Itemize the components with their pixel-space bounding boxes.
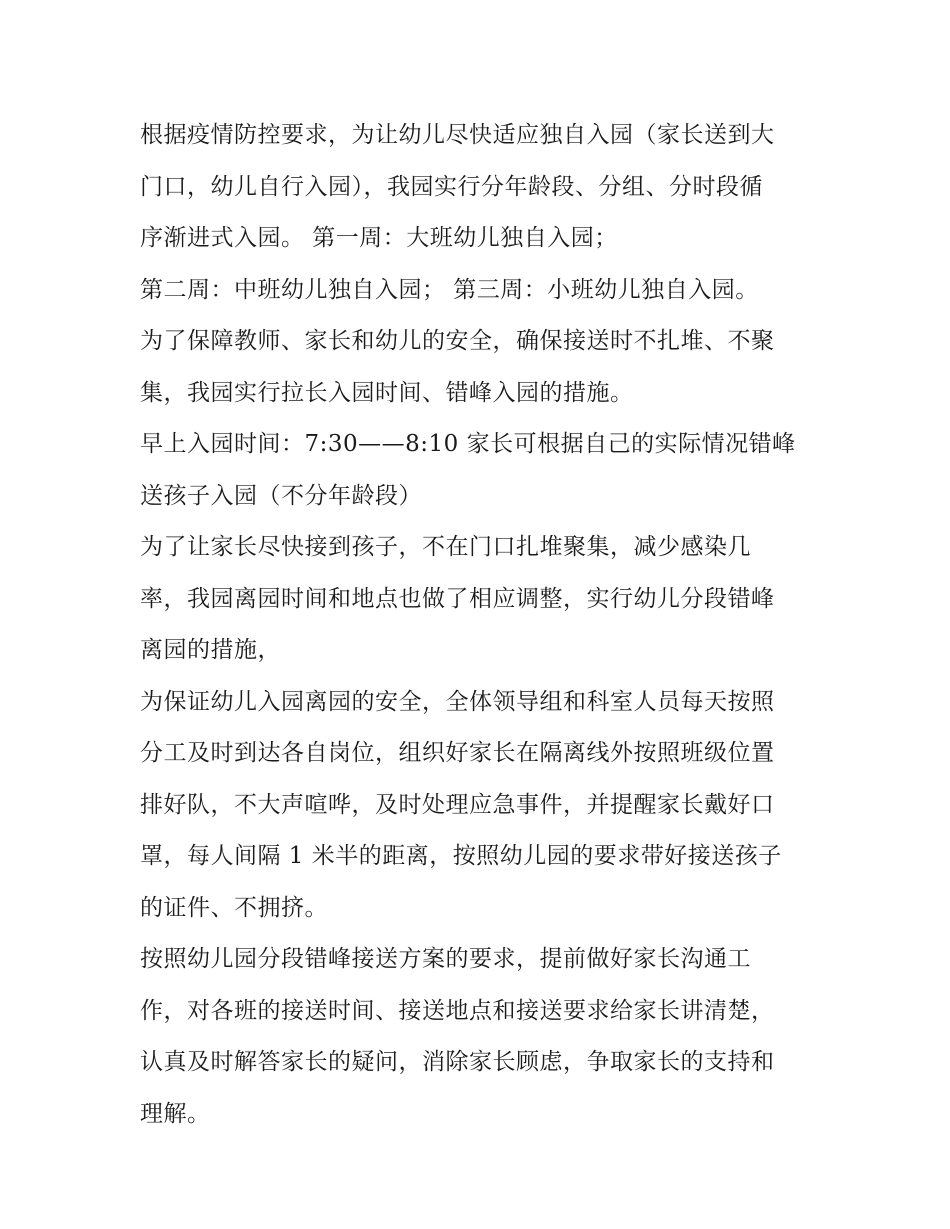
text-line: 分工及时到达各自岗位，组织好家长在隔离线外按照班级位置 (140, 740, 775, 766)
text-line: 理解。 (140, 1100, 211, 1127)
text-line: 门口，幼儿自行入园），我园实行分年龄段、分组、分时段循 (140, 173, 763, 200)
text-line: 序渐进式入园。 第一周：大班幼儿独自入园； (140, 225, 618, 251)
text-line: 为了让家长尽快接到孩子，不在门口扎堆聚集，减少感染几 (140, 534, 751, 560)
text-line: 罩，每人间隔 1 米半的距离，按照幼儿园的要求带好接送孩子 (140, 843, 782, 869)
text-line: 按照幼儿园分段错峰接送方案的要求，提前做好家长沟通工 (140, 946, 751, 972)
text-line: 第二周：中班幼儿独自入园； 第三周：小班幼儿独自入园。 (140, 276, 759, 303)
text-line: 早上入园时间：7:30——8:10 家长可根据自己的实际情况错峰 (140, 431, 796, 457)
text-line: 集，我园实行拉长入园时间、错峰入园的措施。 (140, 379, 634, 406)
text-line: 认真及时解答家长的疑问，消除家长顾虑，争取家长的支持和 (140, 1049, 775, 1075)
text-line: 率，我园离园时间和地点也做了相应调整，实行幼儿分段错峰 (140, 585, 775, 612)
text-line: 送孩子入园（不分年龄段） (140, 482, 422, 509)
text-line: 为了保障教师、家长和幼儿的安全，确保接送时不扎堆、不聚 (140, 328, 775, 354)
text-line: 离园的措施， (140, 637, 281, 663)
text-line: 的证件、不拥挤。 (140, 894, 328, 921)
text-line: 作，对各班的接送时间、接送地点和接送要求给家长讲清楚， (140, 997, 775, 1024)
text-line: 根据疫情防控要求，为让幼儿尽快适应独自入园（家长送到大 (140, 122, 775, 148)
document-body (140, 110, 816, 1140)
text-line: 排好队，不大声喧哗，及时处理应急事件，并提醒家长戴好口 (140, 791, 775, 818)
text-line: 为保证幼儿入园离园的安全，全体领导组和科室人员每天按照 (140, 688, 775, 715)
